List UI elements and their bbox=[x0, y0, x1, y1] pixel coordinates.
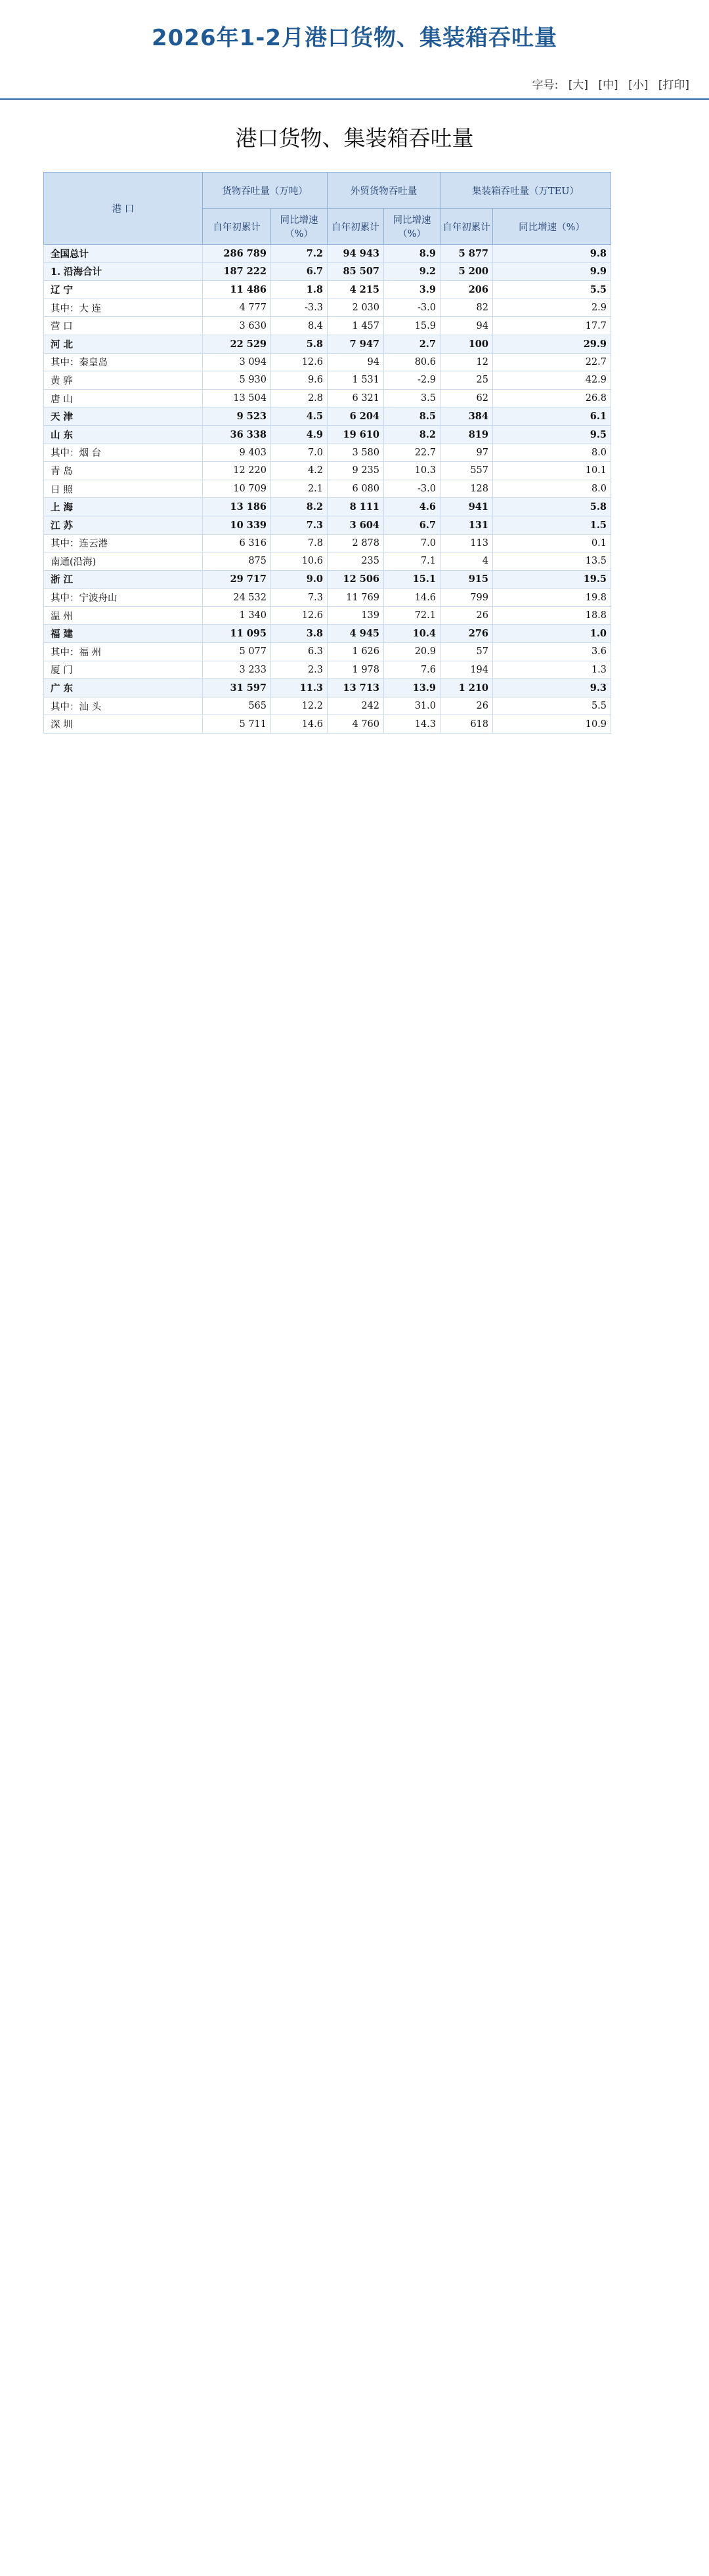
value-cell: 22.7 bbox=[384, 444, 440, 462]
value-cell: 14.6 bbox=[384, 589, 440, 607]
container-header: 集装箱吞吐量（万TEU） bbox=[440, 173, 611, 209]
value-cell: 4.9 bbox=[271, 425, 328, 444]
value-cell: 3.8 bbox=[271, 625, 328, 643]
port-name-cell: 温 州 bbox=[44, 606, 203, 625]
table-row bbox=[44, 317, 611, 335]
value-cell: 819 bbox=[440, 425, 493, 444]
value-cell: 10.3 bbox=[384, 462, 440, 480]
table-row bbox=[44, 606, 611, 625]
value-cell: 13.5 bbox=[493, 552, 611, 571]
value-cell: 5.8 bbox=[493, 498, 611, 516]
value-cell: 7.0 bbox=[384, 534, 440, 552]
value-cell: 6 080 bbox=[328, 480, 384, 498]
port-name-cell: 全国总计 bbox=[44, 245, 203, 263]
value-cell: 5.8 bbox=[271, 335, 328, 353]
table-row bbox=[44, 335, 611, 353]
value-cell: 799 bbox=[440, 589, 493, 607]
port-name-cell: 天 津 bbox=[44, 407, 203, 426]
value-cell: 13.9 bbox=[384, 679, 440, 697]
value-cell: 242 bbox=[328, 697, 384, 715]
cargo-yoy-header: 同比增速（%） bbox=[271, 209, 328, 245]
value-cell: 4.5 bbox=[271, 407, 328, 426]
value-cell: 875 bbox=[203, 552, 271, 571]
value-cell: 4 215 bbox=[328, 281, 384, 299]
value-cell: 1.0 bbox=[493, 625, 611, 643]
value-cell: 286 789 bbox=[203, 245, 271, 263]
table-row bbox=[44, 462, 611, 480]
value-cell: 10 339 bbox=[203, 516, 271, 534]
value-cell: 3.6 bbox=[493, 643, 611, 661]
value-cell: 7.6 bbox=[384, 661, 440, 679]
value-cell: 8.2 bbox=[384, 425, 440, 444]
value-cell: 10.9 bbox=[493, 715, 611, 734]
value-cell: 8.2 bbox=[271, 498, 328, 516]
table-row bbox=[44, 715, 611, 734]
value-cell: 8.0 bbox=[493, 480, 611, 498]
value-cell: 31 597 bbox=[203, 679, 271, 697]
table-row bbox=[44, 389, 611, 407]
value-cell: 113 bbox=[440, 534, 493, 552]
value-cell: 1 340 bbox=[203, 606, 271, 625]
value-cell: 5 200 bbox=[440, 262, 493, 281]
value-cell: 139 bbox=[328, 606, 384, 625]
value-cell: 1 210 bbox=[440, 679, 493, 697]
value-cell: 72.1 bbox=[384, 606, 440, 625]
value-cell: 3 630 bbox=[203, 317, 271, 335]
font-small-button[interactable]: [小] bbox=[628, 79, 649, 92]
table-row bbox=[44, 570, 611, 589]
value-cell: 7.8 bbox=[271, 534, 328, 552]
value-cell: 4 760 bbox=[328, 715, 384, 734]
table-row bbox=[44, 697, 611, 715]
font-size-controls bbox=[526, 75, 689, 92]
value-cell: 3 233 bbox=[203, 661, 271, 679]
value-cell: 384 bbox=[440, 407, 493, 426]
port-name-cell: 深 圳 bbox=[44, 715, 203, 734]
value-cell: 941 bbox=[440, 498, 493, 516]
throughput-table-container bbox=[43, 172, 611, 734]
value-cell: 5.5 bbox=[493, 697, 611, 715]
value-cell: 10.1 bbox=[493, 462, 611, 480]
value-cell: 10 709 bbox=[203, 480, 271, 498]
value-cell: 24 532 bbox=[203, 589, 271, 607]
table-row bbox=[44, 498, 611, 516]
value-cell: 94 943 bbox=[328, 245, 384, 263]
value-cell: 6.1 bbox=[493, 407, 611, 426]
value-cell: 18.8 bbox=[493, 606, 611, 625]
value-cell: 5 930 bbox=[203, 371, 271, 390]
port-name-cell: 厦 门 bbox=[44, 661, 203, 679]
value-cell: 12.2 bbox=[271, 697, 328, 715]
value-cell: 9 403 bbox=[203, 444, 271, 462]
table-row bbox=[44, 444, 611, 462]
foreign-header: 外贸货物吞吐量 bbox=[328, 173, 440, 209]
value-cell: 4 945 bbox=[328, 625, 384, 643]
port-name-cell: 营 口 bbox=[44, 317, 203, 335]
value-cell: 2 030 bbox=[328, 299, 384, 317]
value-cell: 94 bbox=[328, 353, 384, 371]
value-cell: 7 947 bbox=[328, 335, 384, 353]
value-cell: 8.5 bbox=[384, 407, 440, 426]
value-cell: 5.5 bbox=[493, 281, 611, 299]
port-name-cell: 其中：汕 头 bbox=[44, 697, 203, 715]
value-cell: 4 777 bbox=[203, 299, 271, 317]
value-cell: 15.9 bbox=[384, 317, 440, 335]
value-cell: 25 bbox=[440, 371, 493, 390]
port-name-cell: 日 照 bbox=[44, 480, 203, 498]
value-cell: 10.4 bbox=[384, 625, 440, 643]
value-cell: 26.8 bbox=[493, 389, 611, 407]
value-cell: 128 bbox=[440, 480, 493, 498]
value-cell: 26 bbox=[440, 606, 493, 625]
value-cell: -3.0 bbox=[384, 299, 440, 317]
port-name-cell: 其中：秦皇岛 bbox=[44, 353, 203, 371]
table-row bbox=[44, 534, 611, 552]
value-cell: 131 bbox=[440, 516, 493, 534]
value-cell: 22 529 bbox=[203, 335, 271, 353]
value-cell: 6 321 bbox=[328, 389, 384, 407]
table-body bbox=[44, 245, 611, 734]
value-cell: 10.6 bbox=[271, 552, 328, 571]
value-cell: 12.6 bbox=[271, 353, 328, 371]
value-cell: 57 bbox=[440, 643, 493, 661]
value-cell: 29.9 bbox=[493, 335, 611, 353]
value-cell: 6 316 bbox=[203, 534, 271, 552]
value-cell: 9.6 bbox=[271, 371, 328, 390]
value-cell: 8.0 bbox=[493, 444, 611, 462]
value-cell: -3.3 bbox=[271, 299, 328, 317]
value-cell: 14.3 bbox=[384, 715, 440, 734]
value-cell: 915 bbox=[440, 570, 493, 589]
header-divider bbox=[0, 98, 709, 100]
value-cell: 100 bbox=[440, 335, 493, 353]
value-cell: 1 457 bbox=[328, 317, 384, 335]
print-button[interactable]: [打印] bbox=[658, 79, 689, 92]
value-cell: 1 626 bbox=[328, 643, 384, 661]
value-cell: 2.1 bbox=[271, 480, 328, 498]
value-cell: 82 bbox=[440, 299, 493, 317]
port-name-cell: 1. 沿海合计 bbox=[44, 262, 203, 281]
throughput-table bbox=[43, 172, 611, 734]
value-cell: 4 bbox=[440, 552, 493, 571]
container-yoy-header: 同比增速（%） bbox=[493, 209, 611, 245]
table-row bbox=[44, 552, 611, 571]
port-name-cell: 黄 骅 bbox=[44, 371, 203, 390]
value-cell: 26 bbox=[440, 697, 493, 715]
value-cell: 31.0 bbox=[384, 697, 440, 715]
value-cell: 565 bbox=[203, 697, 271, 715]
port-name-cell: 上 海 bbox=[44, 498, 203, 516]
value-cell: 11 769 bbox=[328, 589, 384, 607]
value-cell: 5 077 bbox=[203, 643, 271, 661]
value-cell: 2.7 bbox=[384, 335, 440, 353]
port-name-cell: 广 东 bbox=[44, 679, 203, 697]
table-row bbox=[44, 643, 611, 661]
value-cell: 6 204 bbox=[328, 407, 384, 426]
value-cell: 9.0 bbox=[271, 570, 328, 589]
value-cell: 194 bbox=[440, 661, 493, 679]
port-name-cell: 其中：烟 台 bbox=[44, 444, 203, 462]
value-cell: 618 bbox=[440, 715, 493, 734]
page-title: 2026年1-2月港口货物、集装箱吞吐量 bbox=[151, 25, 558, 51]
value-cell: 9.3 bbox=[493, 679, 611, 697]
value-cell: 12 506 bbox=[328, 570, 384, 589]
table-row bbox=[44, 679, 611, 697]
font-medium-button[interactable]: [中] bbox=[598, 79, 618, 92]
cargo-cumulative-header: 自年初累计 bbox=[203, 209, 271, 245]
port-name-cell: 其中：连云港 bbox=[44, 534, 203, 552]
value-cell: 19.8 bbox=[493, 589, 611, 607]
value-cell: 14.6 bbox=[271, 715, 328, 734]
value-cell: 1 531 bbox=[328, 371, 384, 390]
port-name-cell: 福 建 bbox=[44, 625, 203, 643]
value-cell: 187 222 bbox=[203, 262, 271, 281]
table-row bbox=[44, 299, 611, 317]
value-cell: 1 978 bbox=[328, 661, 384, 679]
value-cell: 13 504 bbox=[203, 389, 271, 407]
foreign-cumulative-header: 自年初累计 bbox=[328, 209, 384, 245]
value-cell: 12 bbox=[440, 353, 493, 371]
value-cell: 97 bbox=[440, 444, 493, 462]
value-cell: 6.7 bbox=[271, 262, 328, 281]
value-cell: 557 bbox=[440, 462, 493, 480]
value-cell: -3.0 bbox=[384, 480, 440, 498]
value-cell: 7.3 bbox=[271, 589, 328, 607]
value-cell: 11.3 bbox=[271, 679, 328, 697]
value-cell: 62 bbox=[440, 389, 493, 407]
port-header: 港 口 bbox=[44, 173, 203, 245]
value-cell: 2.3 bbox=[271, 661, 328, 679]
value-cell: 94 bbox=[440, 317, 493, 335]
value-cell: -2.9 bbox=[384, 371, 440, 390]
value-cell: 6.7 bbox=[384, 516, 440, 534]
value-cell: 8.9 bbox=[384, 245, 440, 263]
value-cell: 4.2 bbox=[271, 462, 328, 480]
table-row bbox=[44, 353, 611, 371]
value-cell: 17.7 bbox=[493, 317, 611, 335]
value-cell: 3 094 bbox=[203, 353, 271, 371]
value-cell: 3.5 bbox=[384, 389, 440, 407]
value-cell: 20.9 bbox=[384, 643, 440, 661]
value-cell: 80.6 bbox=[384, 353, 440, 371]
value-cell: 19.5 bbox=[493, 570, 611, 589]
value-cell: 13 186 bbox=[203, 498, 271, 516]
value-cell: 29 717 bbox=[203, 570, 271, 589]
value-cell: 3 580 bbox=[328, 444, 384, 462]
table-row bbox=[44, 245, 611, 263]
font-size-label: 字号: bbox=[532, 79, 559, 92]
table-row bbox=[44, 661, 611, 679]
value-cell: 9.9 bbox=[493, 262, 611, 281]
value-cell: 0.1 bbox=[493, 534, 611, 552]
page-header bbox=[0, 0, 709, 51]
table-row bbox=[44, 516, 611, 534]
font-large-button[interactable]: [大] bbox=[568, 79, 588, 92]
value-cell: 7.2 bbox=[271, 245, 328, 263]
value-cell: 4.6 bbox=[384, 498, 440, 516]
table-row bbox=[44, 625, 611, 643]
port-name-cell: 浙 江 bbox=[44, 570, 203, 589]
value-cell: 276 bbox=[440, 625, 493, 643]
port-name-cell: 辽 宁 bbox=[44, 281, 203, 299]
table-row bbox=[44, 407, 611, 426]
value-cell: 13 713 bbox=[328, 679, 384, 697]
value-cell: 7.3 bbox=[271, 516, 328, 534]
value-cell: 235 bbox=[328, 552, 384, 571]
value-cell: 2.8 bbox=[271, 389, 328, 407]
port-name-cell: 南通(沿海) bbox=[44, 552, 203, 571]
value-cell: 9.2 bbox=[384, 262, 440, 281]
port-name-cell: 河 北 bbox=[44, 335, 203, 353]
value-cell: 11 095 bbox=[203, 625, 271, 643]
value-cell: 11 486 bbox=[203, 281, 271, 299]
value-cell: 1.3 bbox=[493, 661, 611, 679]
value-cell: 5 877 bbox=[440, 245, 493, 263]
value-cell: 1.8 bbox=[271, 281, 328, 299]
value-cell: 3 604 bbox=[328, 516, 384, 534]
container-cumulative-header: 自年初累计 bbox=[440, 209, 493, 245]
table-row bbox=[44, 262, 611, 281]
port-name-cell: 其中：福 州 bbox=[44, 643, 203, 661]
table-row bbox=[44, 480, 611, 498]
value-cell: 3.9 bbox=[384, 281, 440, 299]
value-cell: 9.5 bbox=[493, 425, 611, 444]
value-cell: 8 111 bbox=[328, 498, 384, 516]
document-title: 港口货物、集装箱吞吐量 bbox=[235, 125, 474, 151]
port-name-cell: 山 东 bbox=[44, 425, 203, 444]
value-cell: 7.0 bbox=[271, 444, 328, 462]
value-cell: 9.8 bbox=[493, 245, 611, 263]
value-cell: 2.9 bbox=[493, 299, 611, 317]
foreign-yoy-header: 同比增速（%） bbox=[384, 209, 440, 245]
port-name-cell: 青 岛 bbox=[44, 462, 203, 480]
value-cell: 19 610 bbox=[328, 425, 384, 444]
value-cell: 9 235 bbox=[328, 462, 384, 480]
value-cell: 85 507 bbox=[328, 262, 384, 281]
value-cell: 1.5 bbox=[493, 516, 611, 534]
value-cell: 7.1 bbox=[384, 552, 440, 571]
port-name-cell: 其中：大 连 bbox=[44, 299, 203, 317]
value-cell: 42.9 bbox=[493, 371, 611, 390]
cargo-header: 货物吞吐量（万吨） bbox=[203, 173, 328, 209]
value-cell: 9 523 bbox=[203, 407, 271, 426]
table-row bbox=[44, 425, 611, 444]
table-row bbox=[44, 589, 611, 607]
port-name-cell: 其中：宁波舟山 bbox=[44, 589, 203, 607]
value-cell: 2 878 bbox=[328, 534, 384, 552]
value-cell: 6.3 bbox=[271, 643, 328, 661]
port-name-cell: 江 苏 bbox=[44, 516, 203, 534]
value-cell: 5 711 bbox=[203, 715, 271, 734]
value-cell: 12.6 bbox=[271, 606, 328, 625]
value-cell: 15.1 bbox=[384, 570, 440, 589]
port-name-cell: 唐 山 bbox=[44, 389, 203, 407]
value-cell: 36 338 bbox=[203, 425, 271, 444]
table-row bbox=[44, 371, 611, 390]
value-cell: 206 bbox=[440, 281, 493, 299]
value-cell: 8.4 bbox=[271, 317, 328, 335]
value-cell: 12 220 bbox=[203, 462, 271, 480]
table-row bbox=[44, 281, 611, 299]
value-cell: 22.7 bbox=[493, 353, 611, 371]
